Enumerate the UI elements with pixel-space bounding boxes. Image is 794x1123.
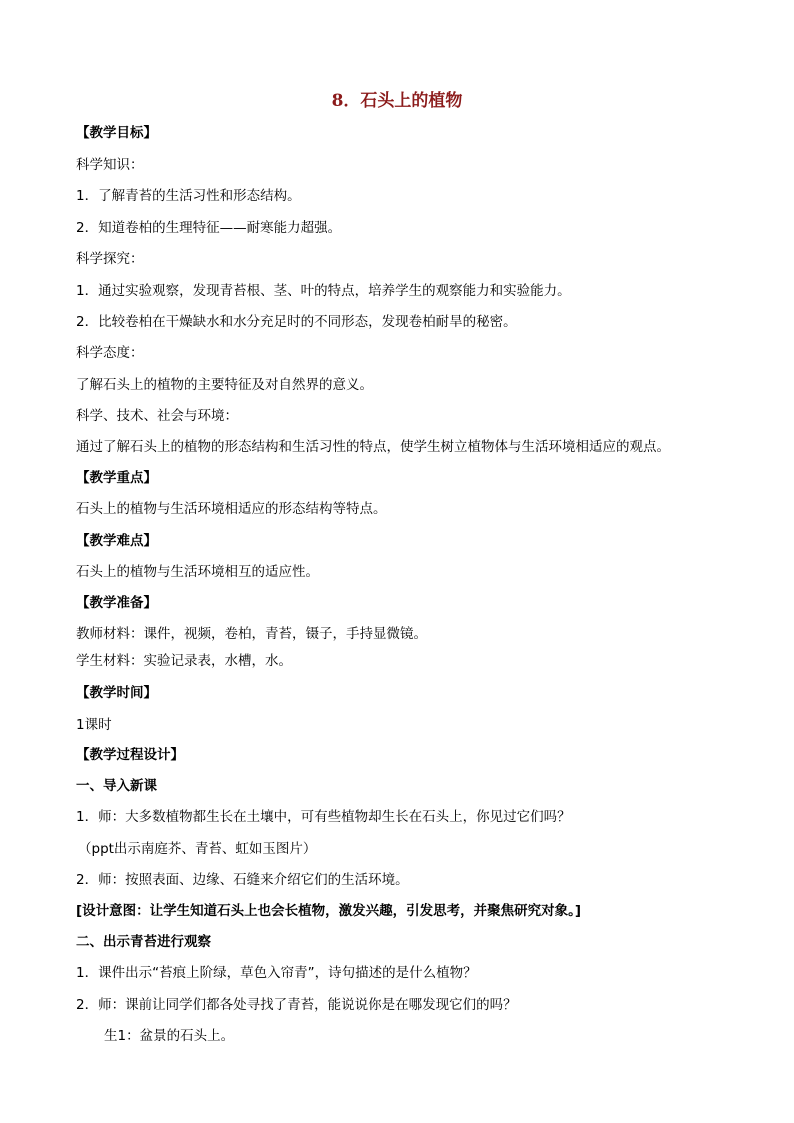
- paragraph: 1．通过实验观察，发现青苔根、茎、叶的特点，培养学生的观察能力和实验能力。: [76, 283, 571, 299]
- paragraph: 1课时: [76, 717, 112, 733]
- paragraph: 1．课件出示“苔痕上阶绿，草色入帘青”，诗句描述的是什么植物？: [76, 965, 477, 981]
- paragraph: 2．师：按照表面、边缘、石缝来介绍它们的生活环境。: [76, 872, 409, 888]
- subheading-science-attitude: 科学态度：: [76, 345, 144, 361]
- paragraph: 2．比较卷柏在干燥缺水和水分充足时的不同形态，发现卷柏耐旱的秘密。: [76, 314, 517, 330]
- subheading-stse: 科学、技术、社会与环境：: [76, 408, 238, 424]
- paragraph: 2．师：课前让同学们都各处寻找了青苔，能说说你是在哪发现它们的吗？: [76, 997, 517, 1013]
- heading-key-points: 【教学重点】: [76, 470, 157, 486]
- section-heading-observe: 二、出示青苔进行观察: [76, 934, 211, 950]
- paragraph: 学生材料：实验记录表，水槽，水。: [76, 653, 292, 669]
- subheading-science-knowledge: 科学知识：: [76, 157, 144, 173]
- heading-teaching-time: 【教学时间】: [76, 685, 157, 701]
- design-intent-note: [设计意图：让学生知道石头上也会长植物，激发兴趣，引发思考，并聚焦研究对象。]: [76, 903, 582, 919]
- heading-process-design: 【教学过程设计】: [76, 747, 184, 763]
- paragraph: 教师材料：课件，视频，卷柏，青苔，镊子，手持显微镜。: [76, 626, 427, 642]
- heading-difficult-points: 【教学难点】: [76, 533, 157, 549]
- document-title: 8．石头上的植物: [331, 91, 463, 111]
- paragraph: 了解石头上的植物的主要特征及对自然界的意义。: [76, 377, 373, 393]
- paragraph: （ppt出示南庭芥、青苔、虹如玉图片）: [78, 841, 317, 857]
- heading-teaching-objectives: 【教学目标】: [76, 125, 157, 141]
- paragraph: 2．知道卷柏的生理特征——耐寒能力超强。: [76, 220, 342, 236]
- paragraph: 1．师：大多数植物都生长在土壤中，可有些植物却生长在石头上，你见过它们吗？: [76, 809, 571, 825]
- paragraph: 1．了解青苔的生活习性和形态结构。: [76, 188, 301, 204]
- heading-preparation: 【教学准备】: [76, 595, 157, 611]
- paragraph: 通过了解石头上的植物的形态结构和生活习性的特点，使学生树立植物体与生活环境相适应的观点。: [76, 439, 670, 455]
- paragraph: 石头上的植物与生活环境相适应的形态结构等特点。: [76, 501, 387, 517]
- paragraph: 生1：盆景的石头上。: [104, 1028, 235, 1044]
- section-heading-intro: 一、导入新课: [76, 778, 157, 794]
- subheading-science-inquiry: 科学探究：: [76, 251, 144, 267]
- paragraph: 石头上的植物与生活环境相互的适应性。: [76, 564, 319, 580]
